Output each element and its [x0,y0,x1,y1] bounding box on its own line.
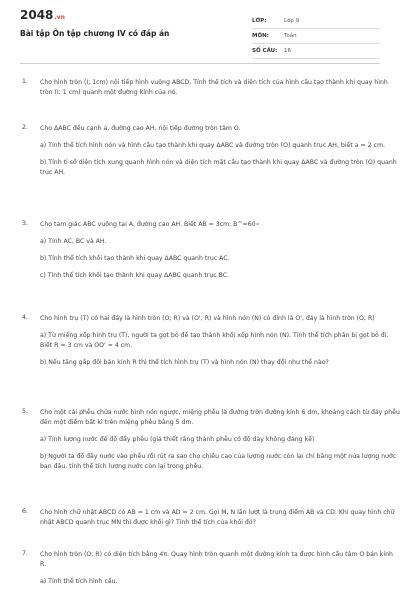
meta-value: Lớp 9 [284,18,300,24]
sub-question: b) Nếu tăng gấp đôi bán kính R thì thể tích hình trụ (T) và hình nón (N) thay đổi như thế nào? [40,359,329,366]
logo-suffix: .vn [54,14,65,21]
question-number: 3. [22,220,28,227]
question-text: Cho hình chữ nhật ABCD có AB = 1 cm và AD = 2 cm. Gọi M, N lần lượt là trung điểm AB và CD. Khi quay hình chữ nhật ABCD quanh trục MN thì được khối gì? Tính thể tích của khối đó? [40,509,395,526]
question-number: 6. [22,508,28,515]
sub-question: a) Tính lượng nước để đổ đầy phễu (giả thiết rằng thành phễu có độ dày không đáng kể) [40,436,315,443]
logo-text: 2048 [20,8,54,22]
question-number: 7. [22,550,28,557]
meta-row-subject [252,29,380,44]
question-text: Cho ΔABC đều cạnh a, đường cao AH, nội tiếp đường tròn tâm O. [40,125,241,132]
sub-question: c) Tính thể tích khối tạo thành khi quay ΔABC quanh trục BC. [40,272,230,279]
question-6 [20,508,400,528]
meta-value: 16 [284,48,291,54]
meta-row-grade [252,14,380,29]
question-text: Cho tam giác ABC vuông tại A, đường cao AH. Biết AB = 3cm, B^=60∘ [40,221,260,228]
question-text: Cho hình tròn (O; R) có diện tích bằng 4π. Quay hình tròn quanh một đường kính ta được hình cầu tâm O bán kính R. [40,551,393,568]
page-title: Bài tập Ôn tập chương IV có đáp án [20,29,170,38]
question-text: Cho một cái phễu chứa nước hình nón ngược, miệng phễu là đường tròn đường kính 6 dm, khoảng cách từ đáy phễu đến một điểm bất kì trên miệng phễu bằng 5 dm. [40,409,400,426]
sub-question: b) Người ta đổ đầy nước vào phễu rồi rút ra sao cho chiều cao của lượng nước còn lại chỉ bằng một nửa lượng nước ban đầu. tính thể tích lượng nước còn lại trong phễu. [40,453,397,470]
sub-question: a) Tính AC, BC và AH. [40,238,107,245]
worksheet-header [0,0,400,62]
sub-question: a) Tính thể tích hình nón và hình cầu tạo thành khi quay ΔABC và đường tròn (O) quanh trục AH, biết a = 2 cm. [40,142,385,149]
meta-label: SỐ CÂU: [252,48,278,54]
meta-label: MÔN: [252,33,269,39]
question-number: 2. [22,124,28,131]
meta-table [252,14,380,59]
sub-question: a) Từ miếng xốp hình trụ (T), người ta gọt bỏ để tạo thành khối xốp hình nón (N). Tính thể tích phần bị gọt bỏ đi. Biết R = 3 cm và OO' = 4 cm. [40,332,389,349]
question-1 [20,78,400,98]
sub-question: b) Tính tỉ số diện tích xung quanh hình nón và diện tích mặt cầu tạo thành khi quay ΔABC và đường tròn (O) quanh trục AH. [40,159,397,176]
header-divider [20,63,380,64]
question-number: 5. [22,408,28,415]
meta-row-count [252,44,380,59]
meta-value: Toán [284,33,297,39]
site-logo[interactable] [20,8,65,22]
sub-question: b) Tính thể tích khối tạo thành khi quay ΔABC quanh trục AC. [40,255,230,262]
question-3 [20,220,400,281]
question-2 [20,124,400,178]
meta-label: LỚP: [252,18,267,24]
question-number: 1. [22,78,28,85]
question-4 [20,314,400,368]
sub-question: a) Tính thể tích hình cầu. [40,578,118,585]
question-7 [20,550,400,587]
question-5 [20,408,400,472]
question-text: Cho hình trụ (T) có hai đáy là hình tròn (O; R) và (O'; R) và hình nón (N) có đỉnh là O', đáy là hình tròn (O; R) [40,315,375,322]
question-number: 4. [22,314,28,321]
question-text: Cho hình tròn (I; 1cm) nội tiếp hình vuông ABCD. Tính thể tích và diện tích của hình cầu tạo thành khi quay hình tròn (I; 1 cm) quanh một đường kính của nó. [40,79,388,96]
